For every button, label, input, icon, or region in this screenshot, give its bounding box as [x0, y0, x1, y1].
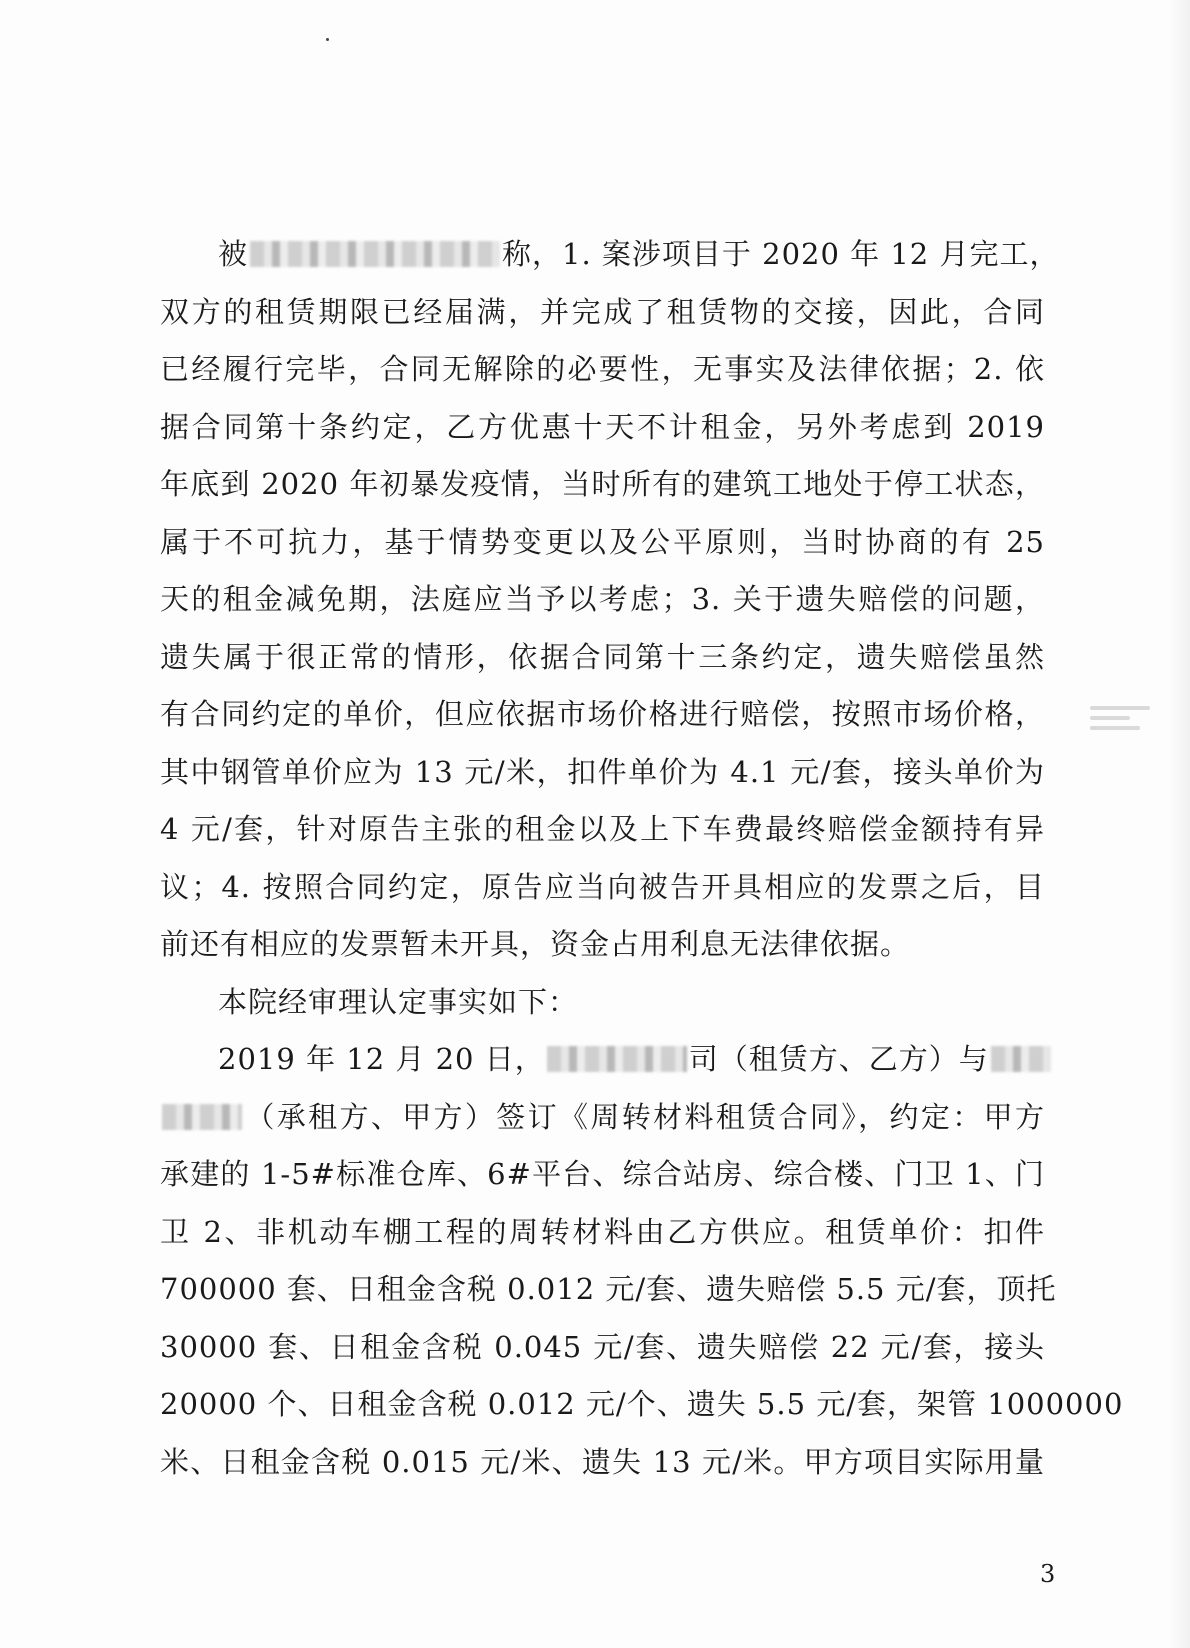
scan-edge-shadow: [1168, 0, 1190, 1648]
page-number: 3: [1040, 1560, 1056, 1588]
text-line: 700000 套、日租金含税 0.012 元/套、遗失赔偿 5.5 元/套，顶托: [160, 1272, 1057, 1306]
text-line: 议；4. 按照合同约定，原告应当向被告开具相应的发票之后，目: [160, 869, 1045, 904]
text-line: 双方的租赁期限已经届满，并完成了租赁物的交接，因此，合同: [160, 294, 1045, 329]
redaction-block: [162, 1104, 242, 1130]
redaction-block: [547, 1046, 687, 1072]
text-line: 天的租金减免期，法庭应当予以考虑；3. 关于遗失赔偿的问题，: [160, 582, 1045, 616]
text-line: 4 元/套，针对原告主张的租金以及上下车费最终赔偿金额持有异: [160, 812, 1045, 846]
text-line: [160, 1031, 1045, 1089]
section-intro-line: 本院经审理认定事实如下：: [218, 984, 579, 1019]
text-line: 20000 个、日租金含税 0.012 元/个、遗失 5.5 元/套，架管 1000000: [160, 1387, 1124, 1421]
document-body: [160, 226, 1124, 1491]
text-line: 有合同约定的单价，但应依据市场价格进行赔偿，按照市场价格，: [160, 697, 1045, 731]
margin-seam-stamp-icon: [1090, 700, 1150, 750]
redaction-block: [991, 1046, 1051, 1072]
text-line: 前还有相应的发票暂未开具，资金占用利息无法律依据。: [160, 927, 911, 961]
text-segment: 称，1. 案涉项目于 2020 年 12 月完工，: [502, 237, 1060, 271]
text-line: 其中钢管单价应为 13 元/米，扣件单价为 4.1 元/套，接头单价为: [160, 754, 1045, 789]
text-line: 承建的 1-5#标准仓库、6#平台、综合站房、综合楼、门卫 1、门: [160, 1157, 1045, 1191]
text-line: 已经履行完毕，合同无解除的必要性，无事实及法律依据；2. 依: [160, 352, 1045, 386]
text-line: 卫 2、非机动车棚工程的周转材料由乙方供应。租赁单价：扣件: [160, 1214, 1045, 1249]
redaction-block: [250, 241, 500, 267]
text-segment: 司（租赁方、乙方）与: [688, 1042, 989, 1076]
text-segment: 被: [218, 237, 249, 271]
text-line: 遗失属于很正常的情形，依据合同第十三条约定，遗失赔偿虽然: [160, 639, 1045, 674]
text-line: 属于不可抗力，基于情势变更以及公平原则，当时协商的有 25: [160, 524, 1045, 559]
text-line: 年底到 2020 年初暴发疫情，当时所有的建筑工地处于停工状态，: [160, 467, 1045, 501]
text-line: 据合同第十条约定，乙方优惠十天不计租金，另外考虑到 2019: [160, 409, 1045, 444]
text-segment: （承租方、甲方）签订《周转材料租赁合同》，约定：甲方: [244, 1099, 1045, 1134]
text-line: 30000 套、日租金含税 0.045 元/套、遗失赔偿 22 元/套，接头: [160, 1329, 1045, 1364]
text-line: [160, 226, 1060, 284]
scan-speck: [326, 38, 329, 41]
text-line: 米、日租金含税 0.015 元/米、遗失 13 元/米。甲方项目实际用量: [160, 1444, 1045, 1479]
text-line: [160, 1089, 1045, 1147]
text-segment: 2019 年 12 月 20 日，: [218, 1042, 545, 1076]
